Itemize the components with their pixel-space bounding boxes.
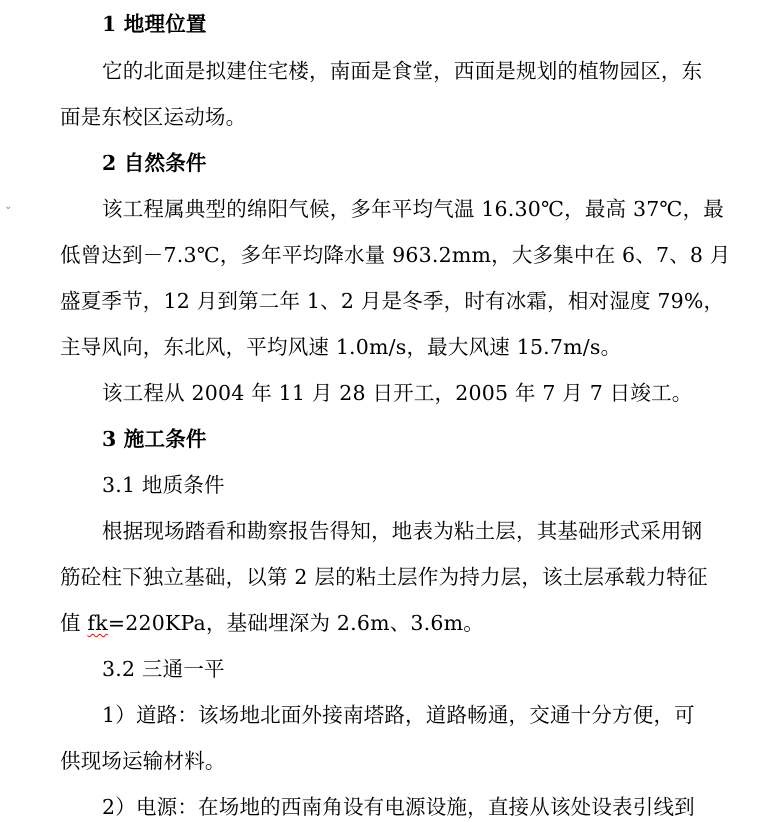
paragraph-line: 主导风向，东北风，平均风速 1.0m/s，最大风速 15.7m/s。 [60, 335, 622, 359]
text-run: 值 [60, 611, 88, 635]
subheading-geological-conditions: 3.1 地质条件 [102, 473, 225, 497]
paragraph-line: 筋砼柱下独立基础，以第 2 层的粘土层作为持力层，该土层承载力特征 [60, 565, 708, 589]
paragraph-line [60, 609, 732, 637]
paragraph-line: 1）道路：该场地北面外接南塔路，道路畅通，交通十分方便，可 [102, 703, 695, 727]
heading-natural-conditions: 2 自然条件 [102, 151, 207, 175]
heading-construction-conditions: 3 施工条件 [102, 427, 207, 451]
paragraph-line: 它的北面是拟建住宅楼，南面是食堂，西面是规划的植物园区，东 [102, 59, 703, 83]
text-run: =220KPa，基础埋深为 2.6m、3.6m。 [107, 611, 484, 635]
paragraph-line: 2）电源：在场地的西南角设有电源设施，直接从该处设表引线到 [102, 795, 695, 819]
paragraph-line: 低曾达到－7.3℃，多年平均降水量 963.2mm，大多集中在 6、7、8 月 [60, 243, 731, 267]
caret-down-icon: ⌄ [4, 201, 13, 212]
paragraph-line: 该工程从 2004 年 11 月 28 日开工，2005 年 7 月 7 日竣工。 [102, 381, 693, 405]
spellcheck-flagged-word[interactable]: fk [87, 611, 108, 635]
paragraph-line: 供现场运输材料。 [60, 749, 226, 773]
subheading-three-utilities: 3.2 三通一平 [102, 657, 225, 681]
paragraph-line: 该工程属典型的绵阳气候，多年平均气温 16.30℃，最高 37℃，最 [102, 197, 724, 221]
paragraph-line: 盛夏季节，12 月到第二年 1、2 月是冬季，时有冰霜，相对湿度 79%， [60, 289, 725, 313]
paragraph-line: 根据现场踏看和勘察报告得知，地表为粘土层，其基础形式采用钢 [102, 519, 703, 543]
heading-geographic-location: 1 地理位置 [102, 12, 207, 36]
paragraph-line: 面是东校区运动场。 [60, 105, 247, 129]
